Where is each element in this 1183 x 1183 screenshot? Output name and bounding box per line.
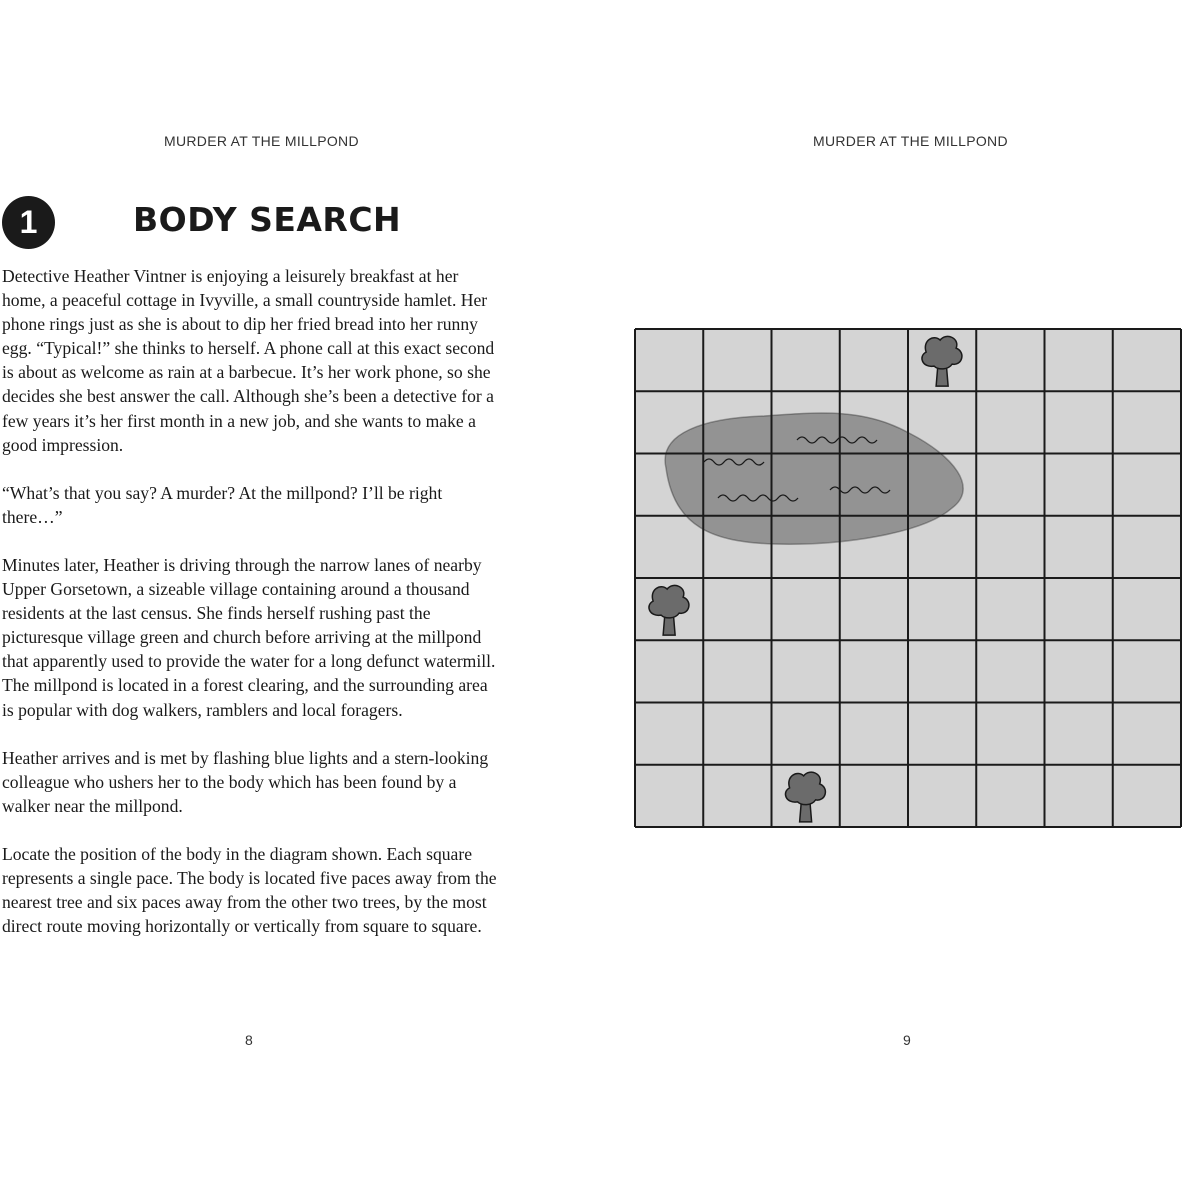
paragraph: Locate the position of the body in the diagram shown. Each square represents a single pace. The body is located five paces away from the nearest tree and six paces away from the other two trees, by the most direct route moving horizontally or vertically from square to square.	[2, 843, 497, 937]
chapter-title: BODY SEARCH	[133, 200, 402, 239]
paragraph: Heather arrives and is met by flashing blue lights and a stern-looking colleague who ushers her to the body which has been found by a walker near the millpond.	[2, 747, 489, 816]
paragraph: Minutes later, Heather is driving through the narrow lanes of nearby Upper Gorsetown, a sizeable village containing around a thousand residents at the last census. She finds herself rushing past the picturesque village green and church before arriving at the millpond that apparently used to provide the water for a long defunct watermill. The millpond is located in a forest clearing, and the surrounding area is popular with dog walkers, ramblers and local foragers.	[2, 554, 496, 720]
body-text	[2, 264, 502, 962]
page-number-left: 8	[245, 1032, 253, 1048]
millpond-grid-diagram	[634, 328, 1182, 828]
paragraph: Detective Heather Vintner is enjoying a leisurely breakfast at her home, a peaceful cottage in Ivyville, a small countryside hamlet. Her phone rings just as she is about to dip her fried bread into her runny egg. “Typical!” she thinks to herself. A phone call at this exact second is about as welcome as rain at a barbecue. It’s her work phone, so she decides she best answer the call. Although she’s been a detective for a few years it’s her first month in a new job, and she wants to make a good impression.	[2, 266, 495, 455]
page-number-right: 9	[903, 1032, 911, 1048]
chapter-number-badge: 1	[2, 196, 55, 249]
paragraph: “What’s that you say? A murder? At the millpond? I’ll be right there…”	[2, 482, 443, 527]
running-header-right: MURDER AT THE MILLPOND	[813, 133, 1008, 149]
running-header-left: MURDER AT THE MILLPOND	[164, 133, 359, 149]
